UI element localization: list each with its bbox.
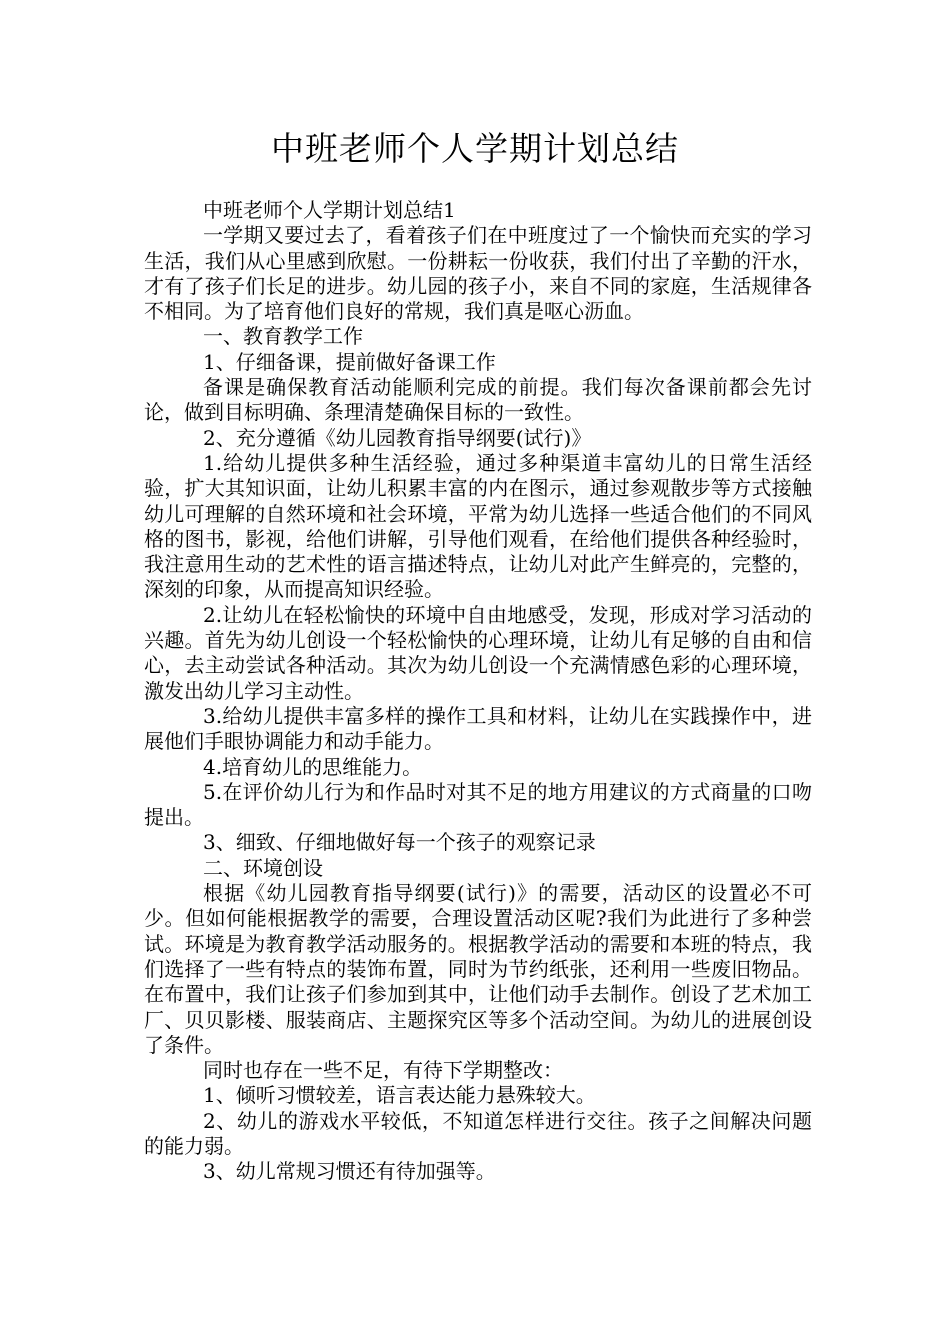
- shortcoming-item-3: 3、幼儿常规习惯还有待加强等。: [203, 1159, 496, 1184]
- heading-teaching-work: 一、教育教学工作: [203, 324, 363, 349]
- subheading-guideline: 2、充分遵循《幼儿园教育指导纲要(试行)》: [203, 425, 592, 450]
- document-body: [144, 198, 812, 1185]
- section-heading: 中班老师个人学期计划总结1: [203, 198, 456, 222]
- paragraph-environment: 根据《幼儿园教育指导纲要(试行)》的需要，活动区的设置必不可少。但如何能根据教学的需要，合理设置活动区呢?我们为此进行了多种尝试。环境是为教育教学活动服务的。根据教学活动的需要和本班的特点，我们选择了一些有特点的装饰布置，同时为节约纸张，还利用一些废旧物品。在布置中，我们让孩子们参加到其中，让他们动手去制作。创设了艺术加工厂、贝贝影楼、服装商店、主题探究区等多个活动空间。为幼儿的进展创设了条件。: [144, 881, 812, 1057]
- subheading-observation: 3、细致、仔细地做好每一个孩子的观察记录: [203, 830, 596, 855]
- heading-environment: 二、环境创设: [203, 855, 323, 880]
- list-item-1: 1.给幼儿提供多种生活经验，通过多种渠道丰富幼儿的日常生活经验，扩大其知识面，让幼儿积累丰富的内在图示，通过参观散步等方式接触幼儿可理解的自然环境和社会环境，平常为幼儿选择一些适合他们的不同风格的图书，影视，给他们讲解，引导他们观看，在给他们提供各种经验时，我注意用生动的艺术性的语言描述特点，让幼儿对此产生鲜亮的，完整的，深刻的印象，从而提高知识经验。: [144, 450, 812, 602]
- paragraph-shortcomings: 同时也存在一些不足，有待下学期整改：: [203, 1058, 563, 1083]
- list-item-5: 5.在评价幼儿行为和作品时对其不足的地方用建议的方式商量的口吻提出。: [144, 779, 812, 830]
- document-title: 中班老师个人学期计划总结: [271, 129, 679, 168]
- intro-paragraph: 一学期又要过去了，看着孩子们在中班度过了一个愉快而充实的学习生活，我们从心里感到欣慰。一份耕耘一份收获，我们付出了辛勤的汗水，才有了孩子们长足的进步。幼儿园的孩子小，来自不同的家庭，生活规律各不相同。为了培育他们良好的常规，我们真是呕心沥血。: [144, 223, 812, 324]
- shortcoming-item-1: 1、倾听习惯较差，语言表达能力悬殊较大。: [203, 1083, 596, 1108]
- list-item-2: 2.让幼儿在轻松愉快的环境中自由地感受，发现，形成对学习活动的兴趣。首先为幼儿创设一个轻松愉快的心理环境，让幼儿有足够的自由和信心，去主动尝试各种活动。其次为幼儿创设一个充满情感色彩的心理环境，激发出幼儿学习主动性。: [144, 602, 812, 703]
- subheading-lesson-prep: 1、仔细备课，提前做好备课工作: [203, 349, 496, 374]
- paragraph-lesson-prep: 备课是确保教育活动能顺利完成的前提。我们每次备课前都会先讨论，做到目标明确、条理清楚确保目标的一致性。: [144, 375, 812, 425]
- shortcoming-item-2: 2、幼儿的游戏水平较低，不知道怎样进行交往。孩子之间解决问题的能力弱。: [144, 1108, 812, 1158]
- list-item-4: 4.培育幼儿的思维能力。: [203, 754, 423, 779]
- list-item-3: 3.给幼儿提供丰富多样的操作工具和材料，让幼儿在实践操作中，进展他们手眼协调能力和动手能力。: [144, 703, 812, 754]
